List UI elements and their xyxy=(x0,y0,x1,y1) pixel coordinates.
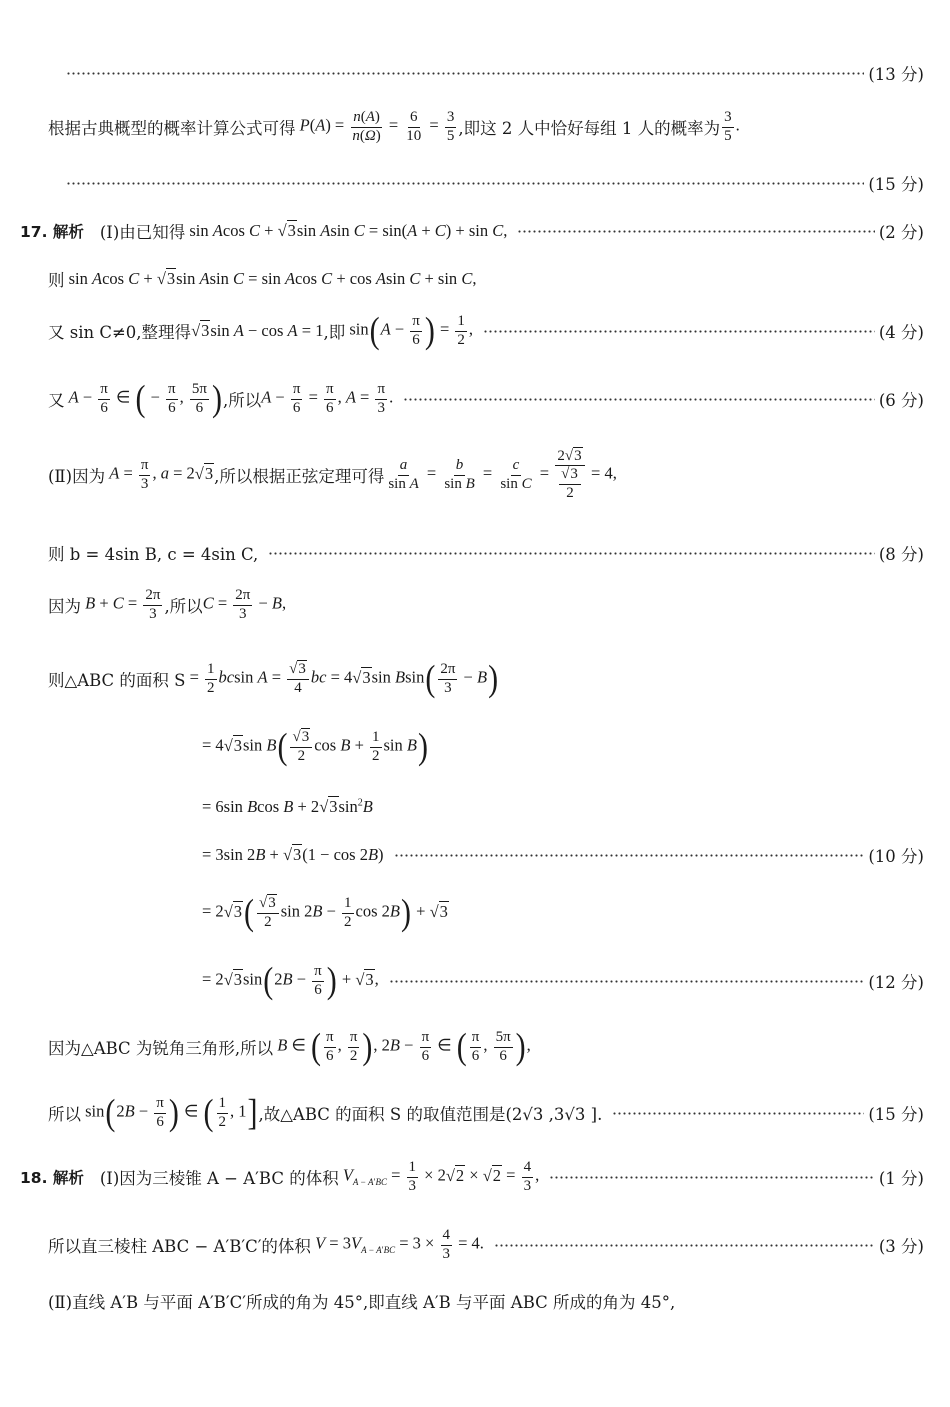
math: sin(A − $\frac{\pi}{6}$ ) = $\frac{1}{2}$ , xyxy=(345,309,474,351)
q17-line-3 xyxy=(48,296,924,366)
math: A − $\frac{\pi}{6}$ = $\frac{\pi}{6}$ , A = $\frac{\pi}{3}$ . xyxy=(261,381,394,416)
math: = $\frac{1}{2}$ bcsin A = √ $\frac{3}{4}$ bc = 4√ 3sin Bsin( $\frac{2\pi}{3}$ − B) xyxy=(185,661,499,697)
math: sin(2B − $\frac{\pi}{6}$ ) ∈ ( $\frac{1}{2}$ , 1] xyxy=(81,1091,258,1133)
leader-dots xyxy=(394,854,865,857)
leader-dots xyxy=(494,1244,875,1247)
math: B + C = $\frac{2\pi}{3}$ xyxy=(85,587,161,622)
score-label: (13 分) xyxy=(868,65,924,84)
leader-dots xyxy=(403,398,875,401)
text-run: 因为 xyxy=(48,597,81,616)
math: $\frac{a}{\text{sin A}}$ = $\frac{b}{\text{sin B}}$ = $\frac{c}{\text{sin C}}$ = 2√ 3 √ $\frac{3}{2}$ = 4, xyxy=(384,448,617,502)
score-label: (3 分) xyxy=(878,1237,924,1256)
text-run: (Ⅰ)因为三棱锥 A − A′BC 的体积 xyxy=(99,1169,339,1188)
math: sin Acos C + √ 3sin Asin C = sin(A + C) + sin C, xyxy=(185,221,507,241)
math: = 4√ 3sin B( √ $\frac{3}{2}$ cos B + $\frac{1}{2}$ sin B) xyxy=(202,729,429,765)
leader-dots xyxy=(389,980,865,983)
leader-dots xyxy=(268,552,875,555)
q17-line-4 xyxy=(48,364,924,434)
q17-line-5 xyxy=(48,440,924,510)
math: $\frac{3}{5}$ . xyxy=(724,109,740,144)
math: C = $\frac{2\pi}{3}$ − B, xyxy=(202,587,287,622)
score-label: (6 分) xyxy=(878,391,924,410)
q18-line-1 xyxy=(20,1142,924,1212)
text-run: 所以直三棱柱 ABC − A′B′C′的体积 xyxy=(48,1237,311,1256)
math: B ∈ ( $\frac{\pi}{6}$ , $\frac{\pi}{2}$ ), 2B − $\frac{\pi}{6}$ ∈ ( $\frac{\pi}{6}$ , $\frac{5\pi}{6}$ ), xyxy=(277,1025,531,1067)
q17-line-8 xyxy=(48,1012,924,1082)
text-run: 则 xyxy=(48,271,65,290)
score-label: (10 分) xyxy=(868,847,924,866)
math: $V = 3V_{A - A'BC} = 3$ × $\frac{4}{3}$ = 4. xyxy=(315,1227,484,1262)
leader-dots xyxy=(483,330,875,333)
text-run: ,即这 2 人中恰好每组 1 人的概率为 xyxy=(458,119,721,138)
text-run: 根据古典概型的概率计算公式可得 xyxy=(48,119,296,138)
text-run: 则△ABC 的面积 S xyxy=(48,671,186,690)
leader-dots xyxy=(549,1176,875,1179)
question-label: 18. 解析 xyxy=(20,1169,84,1187)
text-run: 则 b = 4sin B, c = 4sin C, xyxy=(48,545,259,564)
area-line-6 xyxy=(202,946,924,1016)
text-run: (Ⅱ)因为 xyxy=(48,467,106,486)
text-run: 所以 xyxy=(48,1105,81,1124)
leader-dots xyxy=(612,1112,864,1115)
text-run: 又 xyxy=(48,391,65,410)
text-run: ,所以 xyxy=(164,597,203,616)
text-run: 又 sin C≠0,整理得 xyxy=(48,323,192,342)
area-line-1 xyxy=(48,644,924,714)
text-run: ,所以根据正弦定理可得 xyxy=(214,467,385,486)
math: $V_{A - A'BC}$ = $\frac{1}{3}$ × 2√ 2 × √ 2 = $\frac{4}{3}$ , xyxy=(339,1159,540,1195)
math: = 2√ 3( √ $\frac{3}{2}$ sin 2B − $\frac{1}{2}$ cos 2B) + √ 3 xyxy=(202,895,449,931)
question-label: 17. 解析 xyxy=(20,223,84,241)
math: = 3sin 2B + √ 3(1 − cos 2B) xyxy=(202,845,384,865)
math: = 2√ 3sin(2B − $\frac{\pi}{6}$ ) + √ 3, xyxy=(202,963,379,999)
area-line-5 xyxy=(202,878,924,948)
score-label: (2 分) xyxy=(878,223,924,242)
math: A = $\frac{\pi}{3}$ , a = 2√ 3 xyxy=(105,457,214,493)
math: P(A) = $\frac{n(A)}{n(\Omega)}$ = $\frac{6}{10}$ = $\frac{3}{5}$ xyxy=(299,109,455,144)
math: = 6sin Bcos B + 2√ $3\sin^2B$ xyxy=(202,797,373,817)
text-run: ,故△ABC 的面积 S 的取值范围是(2√3 ,3√3 ]. xyxy=(258,1105,603,1124)
math: A − $\frac{\pi}{6}$ ∈ ( − $\frac{\pi}{6}$ , $\frac{5\pi}{6}$ ) xyxy=(68,377,222,419)
score-label: (8 分) xyxy=(878,545,924,564)
math: √ 3sin A − cos A = 1 xyxy=(191,321,323,341)
q17-line-9 xyxy=(48,1078,924,1148)
text-run: ,即 xyxy=(323,323,346,342)
text-run: ,所以 xyxy=(222,391,262,410)
score-label: (12 分) xyxy=(868,973,924,992)
text-run: (Ⅰ)由已知得 xyxy=(99,223,186,242)
q17-line-7 xyxy=(48,570,924,640)
text-run: 因为△ABC 为锐角三角形,所以 xyxy=(48,1039,274,1058)
score-label: (15 分) xyxy=(868,175,924,194)
score-label: (4 分) xyxy=(878,323,924,342)
score-label: (1 分) xyxy=(878,1169,924,1188)
q18-line-3 xyxy=(48,1266,924,1336)
leader-dots xyxy=(517,230,875,233)
leader-dots xyxy=(66,182,864,185)
text-run: (Ⅱ)直线 A′B 与平面 A′B′C′所成的角为 45°,即直线 A′B 与平面 ABC 所成的角为 45°, xyxy=(48,1293,676,1312)
math: sin Acos C + √ 3sin Asin C = sin Acos C + cos Asin C + sin C, xyxy=(65,269,477,289)
leader-dots xyxy=(66,72,864,75)
score-label: (15 分) xyxy=(868,1105,924,1124)
